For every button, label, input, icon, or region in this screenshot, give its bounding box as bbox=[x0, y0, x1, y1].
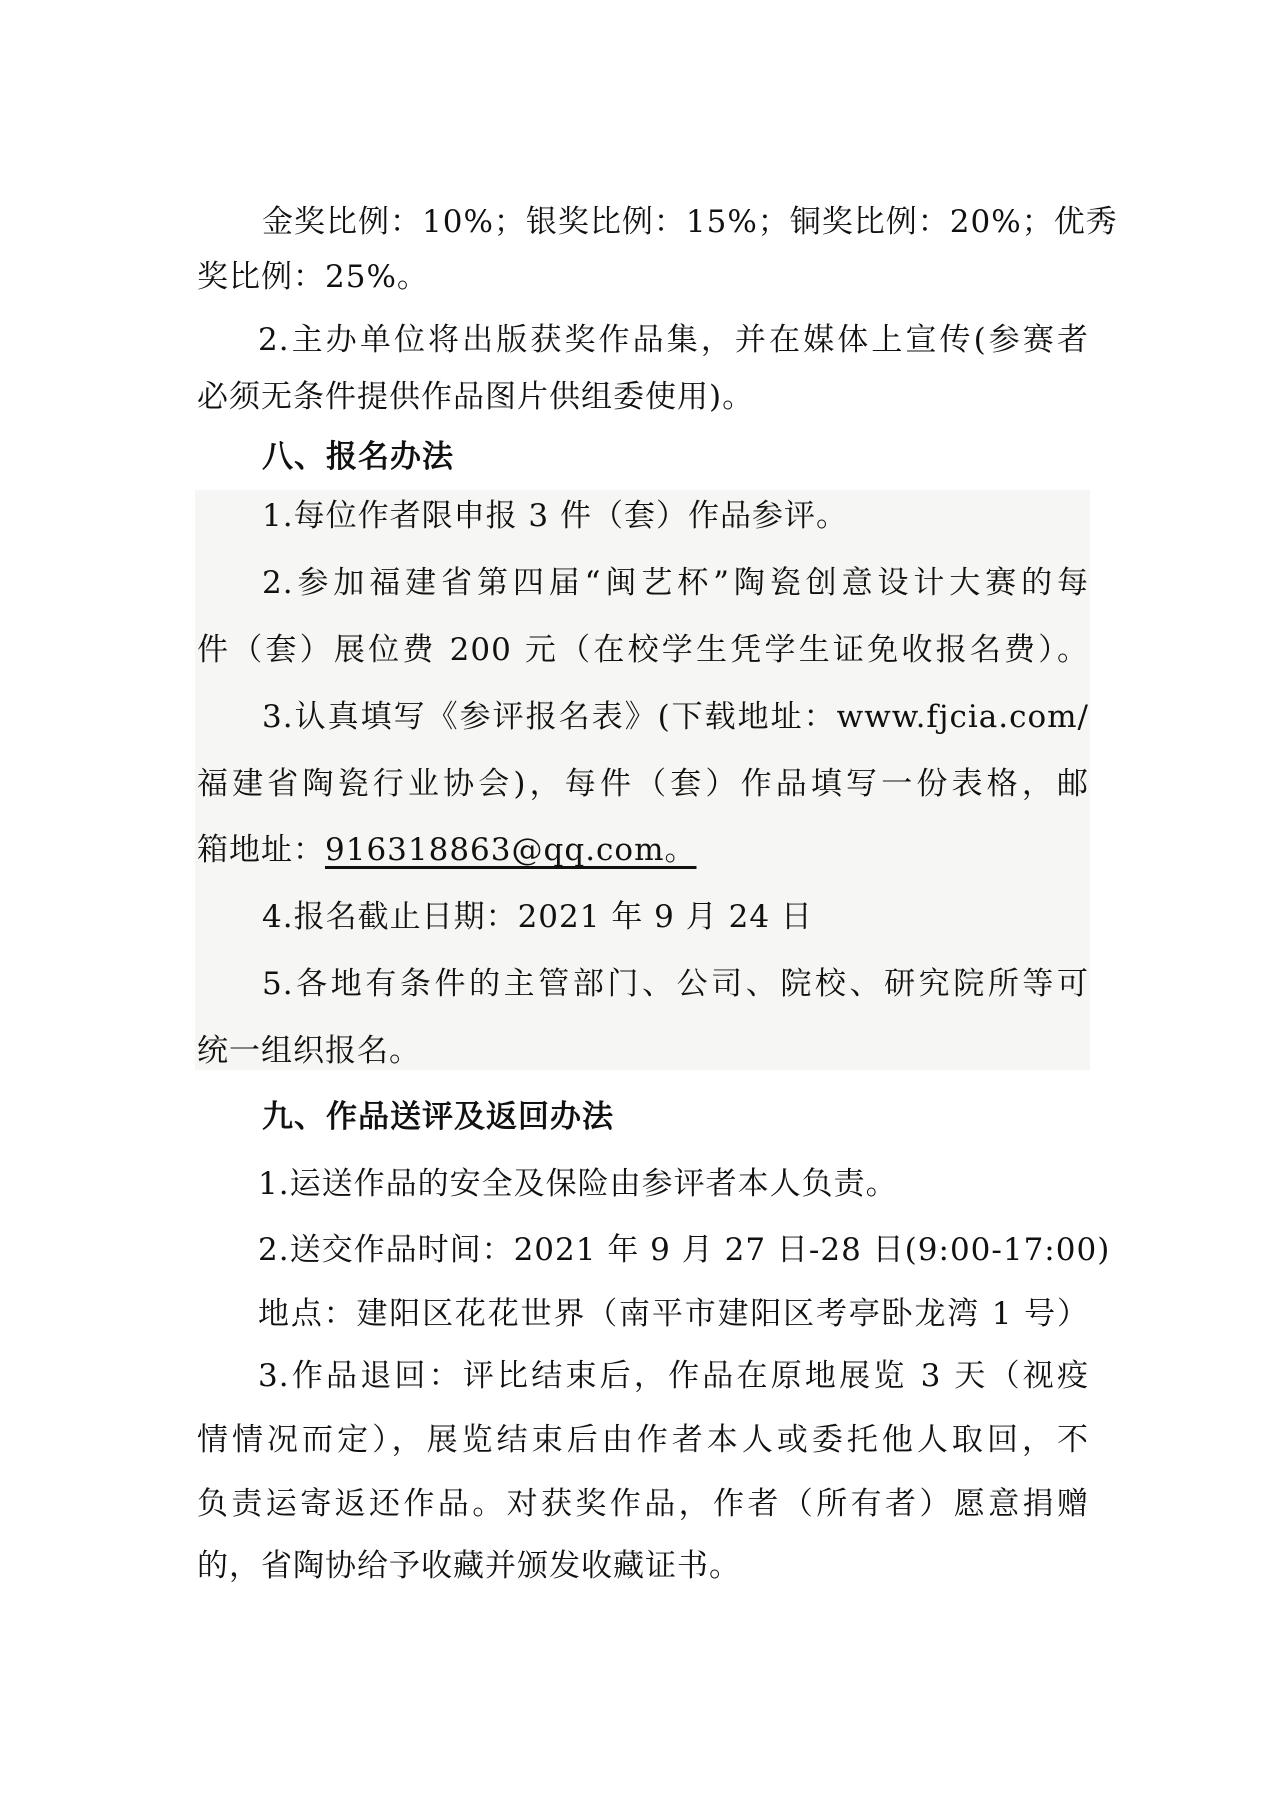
section-9-heading: 九、作品送评及返回办法 bbox=[262, 1099, 614, 1135]
section-8-item-4: 4.报名截止日期：2021 年 9 月 24 日 bbox=[262, 899, 813, 935]
section-9-item-3-line-2: 情情况而定），展览结束后由作者本人或委托他人取回，不 bbox=[197, 1422, 1089, 1458]
section-8-item-1: 1.每位作者限申报 3 件（套）作品参评。 bbox=[262, 498, 849, 534]
section-9-item-3-line-1: 3.作品退回：评比结束后，作品在原地展览 3 天（视疫 bbox=[258, 1358, 1089, 1394]
section-8-item-5-line-2: 统一组织报名。 bbox=[197, 1033, 421, 1069]
section-8-item-2-line-1: 2.参加福建省第四届“闽艺杯”陶瓷创意设计大赛的每 bbox=[262, 565, 1089, 601]
section-8-item-3-line-2: 福建省陶瓷行业协会)，每件（套）作品填写一份表格，邮 bbox=[197, 766, 1089, 802]
email-link[interactable]: 916318863@qq.com。 bbox=[325, 832, 697, 868]
section-9-item-1: 1.运送作品的安全及保险由参评者本人负责。 bbox=[258, 1166, 898, 1202]
publish-line-1: 2.主办单位将出版获奖作品集，并在媒体上宣传(参赛者 bbox=[258, 322, 1089, 358]
award-ratio-line-2: 奖比例：25%。 bbox=[197, 259, 429, 295]
section-8-item-2-line-2: 件（套）展位费 200 元（在校学生凭学生证免收报名费）。 bbox=[197, 632, 1089, 668]
section-9-item-3-line-3: 负责运寄返还作品。对获奖作品，作者（所有者）愿意捐赠 bbox=[197, 1486, 1089, 1522]
section-8-item-5-line-1: 5.各地有条件的主管部门、公司、院校、研究院所等可 bbox=[262, 966, 1089, 1002]
section-8-item-3-line-1: 3.认真填写《参评报名表》(下载地址：www.fjcia.com/ bbox=[262, 699, 1089, 735]
award-ratio-line-1: 金奖比例：10%；银奖比例：15%；铜奖比例：20%；优秀 bbox=[262, 204, 1118, 240]
section-9-item-3-line-4: 的，省陶协给予收藏并颁发收藏证书。 bbox=[197, 1548, 741, 1584]
section-9-item-2: 2.送交作品时间：2021 年 9 月 27 日-28 日(9:00-17:00) bbox=[258, 1232, 1111, 1268]
section-8-item-3-line-3 bbox=[197, 830, 696, 870]
section-8-heading: 八、报名办法 bbox=[262, 439, 454, 475]
publish-line-2: 必须无条件提供作品图片供组委使用)。 bbox=[197, 379, 755, 415]
section-9-item-2-location: 地点：建阳区花花世界（南平市建阳区考亭卧龙湾 1 号） bbox=[258, 1296, 1089, 1332]
email-label: 箱地址： bbox=[197, 832, 325, 868]
